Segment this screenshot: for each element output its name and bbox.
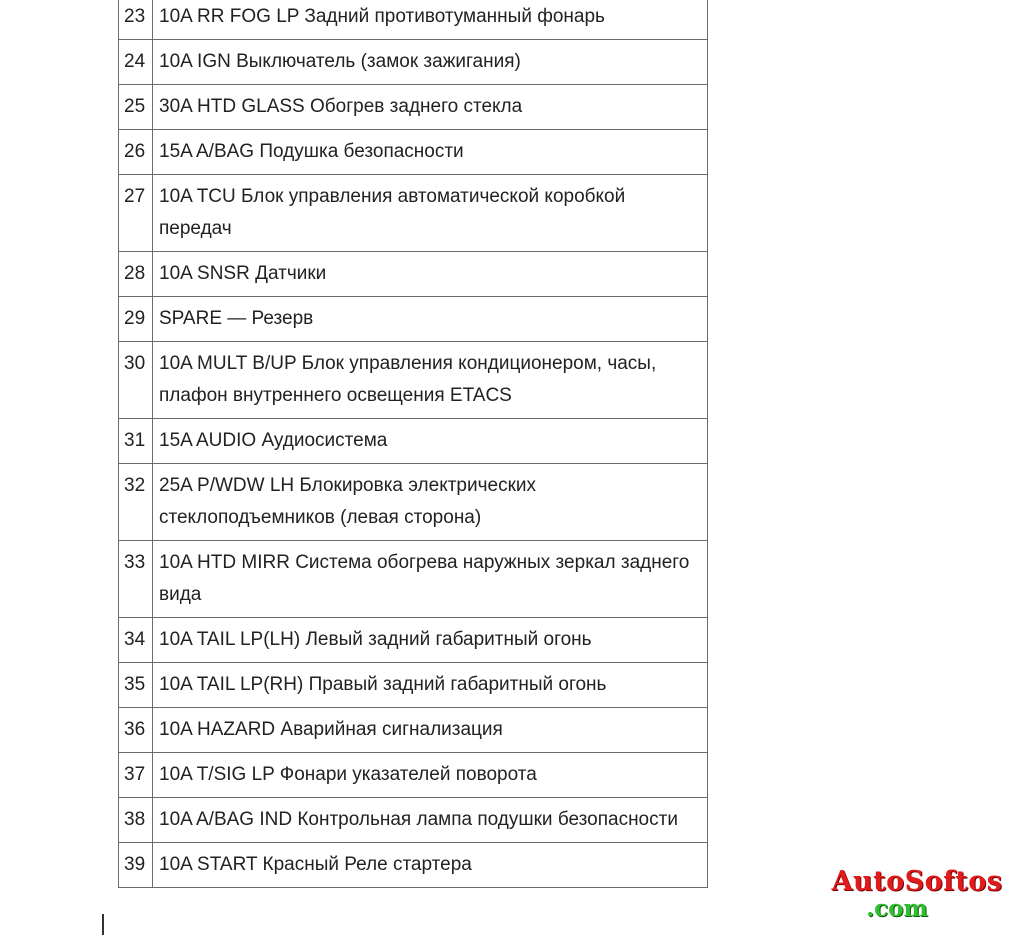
- table-row: [119, 541, 708, 618]
- fuse-number: 23: [119, 0, 153, 40]
- fuse-number: 32: [119, 464, 153, 541]
- fuse-description: 10A MULT B/UP Блок управления кондиционером, часы, плафон внутреннего освещения ETACS: [153, 342, 708, 419]
- fuse-description: 10A HAZARD Аварийная сигнализация: [153, 708, 708, 753]
- fuse-description: 30A HTD GLASS Обогрев заднего стекла: [153, 85, 708, 130]
- fuse-number: 25: [119, 85, 153, 130]
- fuse-number: 35: [119, 663, 153, 708]
- table-row: [119, 464, 708, 541]
- table-row: [119, 130, 708, 175]
- table-row: [119, 0, 708, 40]
- fuse-description: 10A SNSR Датчики: [153, 252, 708, 297]
- fuse-number: 26: [119, 130, 153, 175]
- fuse-description: 10A TAIL LP(LH) Левый задний габаритный огонь: [153, 618, 708, 663]
- site-watermark-logo: [822, 868, 1012, 920]
- table-row: [119, 708, 708, 753]
- table-row: [119, 252, 708, 297]
- table-row: [119, 843, 708, 888]
- table-row: [119, 85, 708, 130]
- fuse-description: 15A A/BAG Подушка безопасности: [153, 130, 708, 175]
- fuse-table: [118, 0, 708, 888]
- fuse-number: 28: [119, 252, 153, 297]
- fuse-number: 37: [119, 753, 153, 798]
- fuse-number: 33: [119, 541, 153, 618]
- table-row: [119, 175, 708, 252]
- fuse-number: 39: [119, 843, 153, 888]
- watermark-domain: .com: [866, 895, 928, 922]
- fuse-description: 10A HTD MIRR Система обогрева наружных зеркал заднего вида: [153, 541, 708, 618]
- fuse-description: 10A T/SIG LP Фонари указателей поворота: [153, 753, 708, 798]
- fuse-description: 10A A/BAG IND Контрольная лампа подушки безопасности: [153, 798, 708, 843]
- table-row: [119, 798, 708, 843]
- scroll-edge-mark: [102, 914, 104, 935]
- fuse-number: 38: [119, 798, 153, 843]
- table-row: [119, 618, 708, 663]
- fuse-number: 27: [119, 175, 153, 252]
- table-row: [119, 297, 708, 342]
- table-row: [119, 753, 708, 798]
- fuse-description: 10A IGN Выключатель (замок зажигания): [153, 40, 708, 85]
- watermark-name: AutoSoftos: [831, 866, 1003, 897]
- fuse-description: SPARE — Резерв: [153, 297, 708, 342]
- fuse-description: 10A START Красный Реле стартера: [153, 843, 708, 888]
- fuse-description: 25A P/WDW LH Блокировка электрических стеклоподъемников (левая сторона): [153, 464, 708, 541]
- table-row: [119, 40, 708, 85]
- fuse-description: 10A TCU Блок управления автоматической коробкой передач: [153, 175, 708, 252]
- table-row: [119, 342, 708, 419]
- fuse-number: 30: [119, 342, 153, 419]
- fuse-number: 31: [119, 419, 153, 464]
- fuse-number: 24: [119, 40, 153, 85]
- fuse-number: 36: [119, 708, 153, 753]
- fuse-description: 15A AUDIO Аудиосистема: [153, 419, 708, 464]
- fuse-number: 29: [119, 297, 153, 342]
- fuse-description: 10A TAIL LP(RH) Правый задний габаритный огонь: [153, 663, 708, 708]
- fuse-number: 34: [119, 618, 153, 663]
- fuse-description: 10A RR FOG LP Задний противотуманный фонарь: [153, 0, 708, 40]
- table-row: [119, 663, 708, 708]
- table-row: [119, 419, 708, 464]
